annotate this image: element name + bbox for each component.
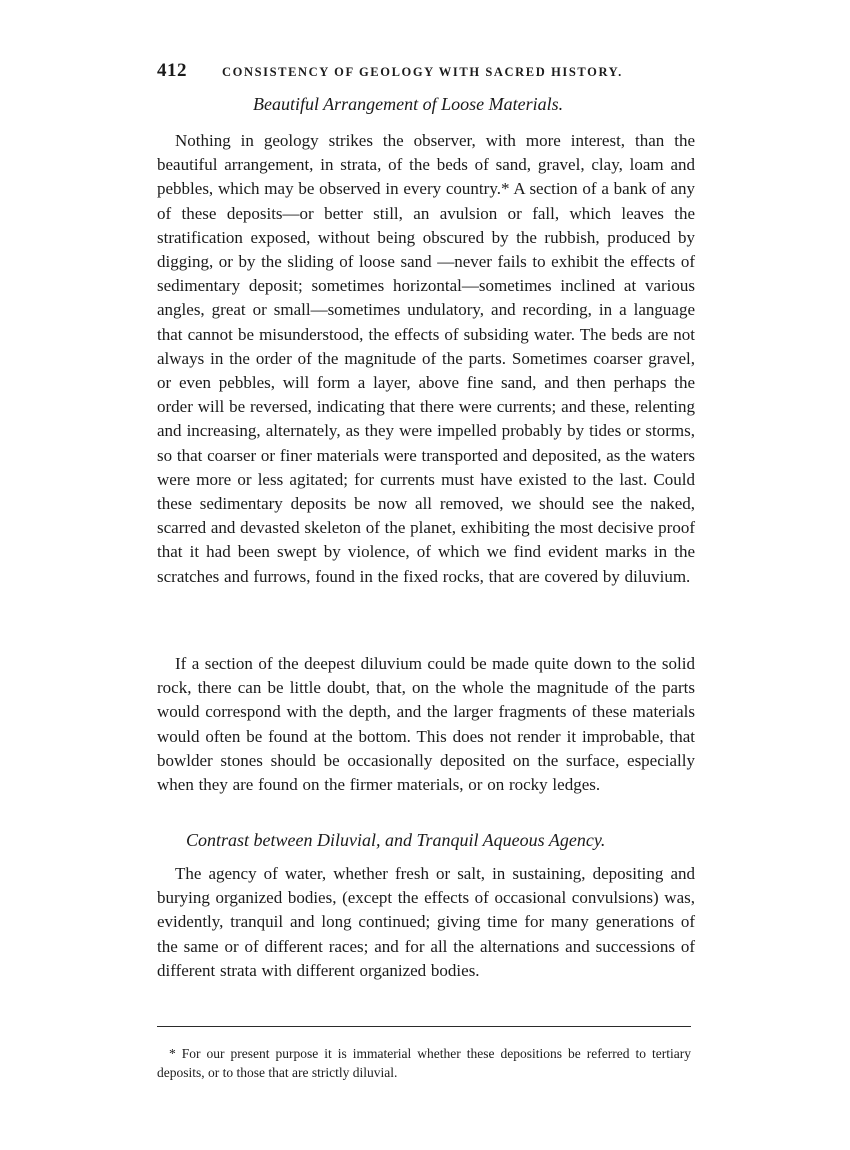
running-title: CONSISTENCY OF GEOLOGY WITH SACRED HISTORY. bbox=[222, 65, 623, 79]
body-paragraph: The agency of water, whether fresh or salt, in sustaining, depositing and burying organized bodies, (except the effects of occasional convulsions) was, evidently, tranquil and long continued; giving time for many generations of the same or of different races; and for all the alternations and successions of different strata with different organized bodies. bbox=[157, 864, 695, 980]
footnote-divider bbox=[157, 1026, 691, 1027]
section-heading: Contrast between Diluvial, and Tranquil Aqueous Agency. bbox=[186, 830, 606, 850]
page-number: 412 bbox=[157, 60, 187, 81]
footnote: * For our present purpose it is immaterial whether these depositions be referred to tertiary deposits, or to those that are strictly diluvial. bbox=[157, 1046, 691, 1080]
running-head bbox=[157, 60, 697, 86]
body-paragraph: If a section of the deepest diluvium could be made quite down to the solid rock, there can be little doubt, that, on the whole the magnitude of the parts would correspond with the depth, and the larger fragments of these materials would often be found at the bottom. This does not render it improbable, that bowlder stones should be occasionally deposited on the surface, especially when they are found on the firmer materials, or on rocky ledges. bbox=[157, 654, 695, 795]
section-heading: Beautiful Arrangement of Loose Materials. bbox=[253, 94, 564, 114]
body-paragraph: Nothing in geology strikes the observer, with more interest, than the beautiful arrangement, in strata, of the beds of sand, gravel, clay, loam and pebbles, which may be observed in every country.* A section of a bank of any of these deposits—or better still, an avulsion or fall, which leaves the stratification exposed, without being obscured by the rubbish, produced by digging, or by the sliding of loose sand —never fails to exhibit the effects of sedimentary deposit; sometimes horizontal—sometimes inclined at various angles, great or small—sometimes undulatory, and recording, in a language that cannot be misunderstood, the effects of subsiding water. The beds are not always in the order of the magnitude of the parts. Sometimes coarser gravel, or even pebbles, will form a layer, above fine sand, and then perhaps the order will be reversed, indicating that there were currents; and these, relenting and increasing, alternately, as they were impelled probably by tides or storms, so that coarser or finer materials were transported and deposited, as the waters were more or less agitated; for currents must have existed to the last. Could these sedimentary deposits be now all removed, we should see the naked, scarred and devasted skeleton of the planet, exhibiting the most decisive proof that it had been swept by violence, of which we find evident marks in the scratches and furrows, found in the fixed rocks, that are covered by diluvium. bbox=[157, 131, 696, 586]
